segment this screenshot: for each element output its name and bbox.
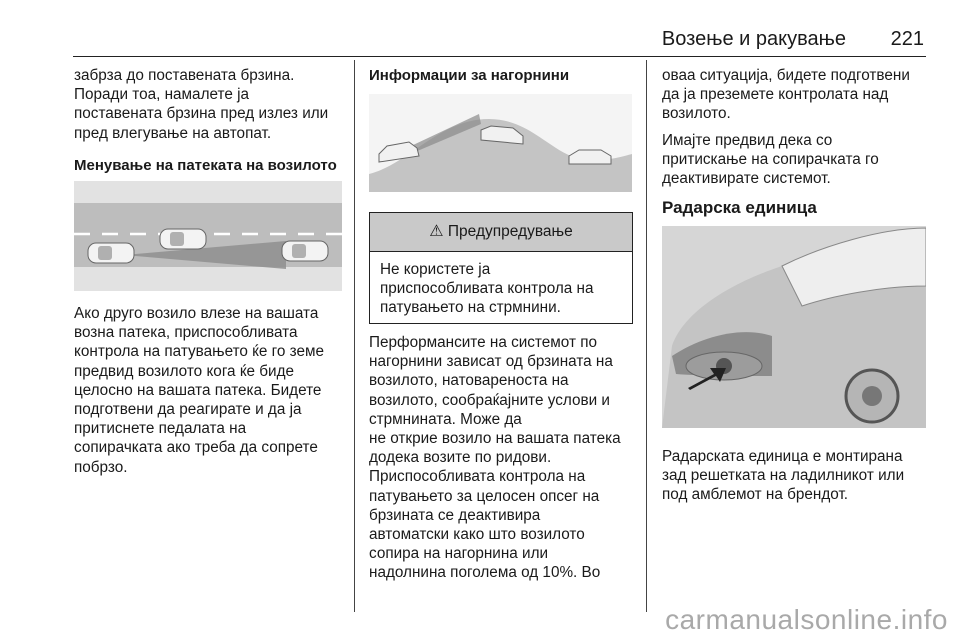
watermark: carmanualsonline.info: [665, 604, 948, 635]
column-divider-2: [646, 60, 647, 612]
col1-intro: забрза до поставената брзина. Поради тоа, намалете ја поставената брзина пред излез или пред влегување на автопат.: [74, 67, 329, 142]
page-header: [600, 28, 926, 54]
hill-illustration: [369, 94, 632, 192]
col3-intro: оваа ситуација, бидете подготвени да ја преземете контролата над возилото.: [662, 67, 910, 123]
warning-box: [369, 212, 633, 324]
col3-para2: Имајте предвид дека со притискање на сопирачката го деактивирате системот.: [662, 131, 879, 188]
warning-title: Предупредување: [447, 223, 573, 240]
lane-change-body: Ако друго возило влезе на вашата возна патека, приспособливата контрола на патувањето ќе го земе предвид возилото кога ќе биде целосно на вашата патека. Бидете подготвени да реагирате и да ја притиснете педалата на сопирачката ако треба да сопрете побрзо.: [74, 305, 324, 476]
column-1: [74, 66, 346, 175]
column-divider-1: [354, 60, 355, 612]
warning-header: [370, 213, 632, 252]
page-number: 221: [890, 28, 924, 50]
warning-text: Не користете ја приспособливата контрола на патувањето на стрмнини.: [380, 261, 594, 317]
warning-triangle-icon: ⚠: [429, 223, 444, 240]
section-title: Возење и ракување: [661, 28, 846, 50]
lane-change-heading: Менување на патеката на возилото: [74, 156, 337, 174]
hills-heading: Информации за нагорнини: [369, 67, 570, 84]
radar-car-illustration: [662, 226, 926, 428]
header-rule: [73, 56, 926, 57]
radar-heading: Радарска единица: [662, 198, 817, 218]
column-2: [369, 66, 632, 85]
lane-change-illustration: [74, 181, 342, 291]
column-3: [662, 66, 926, 217]
radar-body: Радарската единица е монтирана зад решетката на ладилникот или под амблемот на брендот.: [662, 448, 905, 504]
hills-body: Перформансите на системот по нагорнини зависат од брзината на возилото, натовареноста на возилото, сообраќајните услови и стрмнината. Може да не открие возило на вашата патека додека возите по ридови. Приспособливата контрола на патувањето за целосен опсег на брзината се деактивира автоматски како што возилото сопира на нагорнина или надолнина поголема од 10%. Во: [369, 334, 621, 582]
